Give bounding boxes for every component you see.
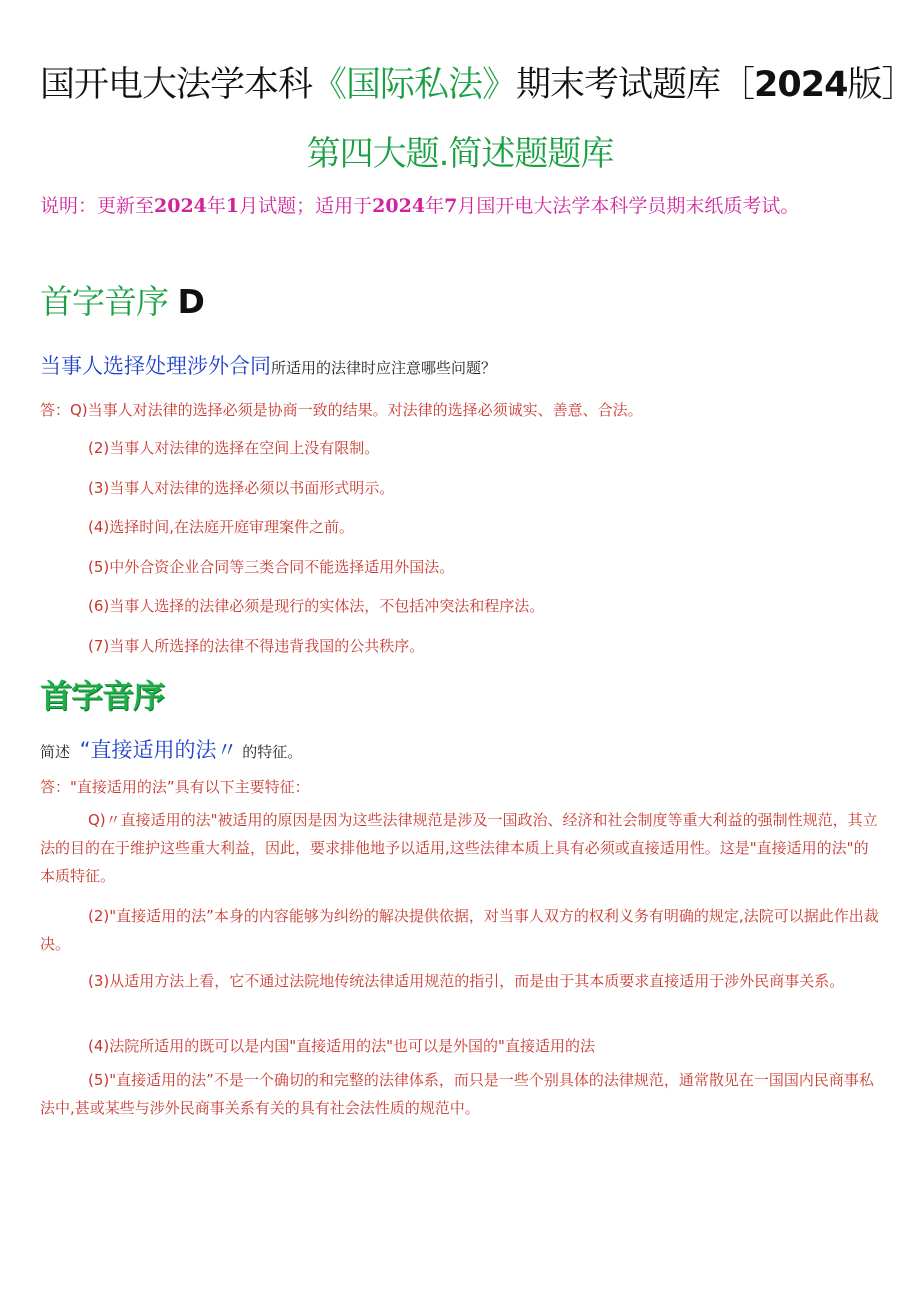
answer-2-paragraph: (4)法院所适用的既可以是内国"直接适用的法"也可以是外国的"直接适用的法 <box>88 1037 595 1055</box>
question-suffix: 的特征。 <box>242 743 303 761</box>
section-title: 第四大题.简述题题库 <box>306 134 614 174</box>
question-2 <box>40 734 302 768</box>
answer-1-item: (2)当事人对法律的选择在空间上没有限制。 <box>88 439 380 457</box>
title-part-3: 期末考试题库［ <box>516 65 755 105</box>
note-number: 2024 <box>372 195 426 217</box>
question-prefix: 简述 <box>40 743 71 761</box>
answer-2-intro: 答："直接适用的法”具有以下主要特征： <box>40 778 310 796</box>
heading-initial-d <box>40 280 204 324</box>
question-highlight: “直接适用的法〃 <box>79 738 238 762</box>
note-number: 2024 <box>154 195 207 217</box>
answer-1-item: (4)选择时间,在法庭开庭审理案件之前。 <box>88 518 355 536</box>
note-text: 月国开电大法学本科学员期末纸质考试。 <box>457 195 800 217</box>
question-1 <box>40 350 496 384</box>
heading-text: 首字音序 <box>40 282 168 321</box>
answer-2-paragraph: (3)从适用方法上看，它不通过法院地传统法律适用规范的指引，而是由于其本质要求直接适用于涉外民商事关系。 <box>88 972 845 990</box>
answer-1-first-line: 答：Q)当事人对法律的选择必须是协商一致的结果。对法律的选择必须诚实、善意、合法。 <box>40 401 643 419</box>
question-text: 所适用的法律时应注意哪些问题？ <box>271 359 497 377</box>
answer-2-paragraph: (2)"直接适用的法”本身的内容能够为纠纷的解决提供依据，对当事人双方的权利义务有明确的规定,法院可以据此作出裁决。 <box>40 907 879 953</box>
answer-2-paragraph: Q)〃直接适用的法"被适用的原因是因为这些法律规范是涉及一国政治、经济和社会制度等重大利益的强制性规范，其立法的目的在于维护这些重大利益，因此，要求排他地予以适用,这些法律本质上具有必须或直接适用性。这是"直接适用的法"的本质特征。 <box>40 811 878 885</box>
answer-1-item: (7)当事人所选择的法律不得违背我国的公共秩序。 <box>88 637 425 655</box>
heading-initial-2: 首字音序 <box>40 677 165 715</box>
answer-2-paragraph: (5)"直接适用的法”不是一个确切的和完整的法律体系，而只是一些个别具体的法律规范，通常散见在一国国内民商事私法中,甚或某些与涉外民商事关系有关的具有社会法性质的规范中。 <box>40 1071 874 1117</box>
title-part-1: 国开电大法学本科 <box>40 65 313 105</box>
note-text: 说明：更新至 <box>40 195 155 217</box>
title-part-5: 版］ <box>847 65 916 105</box>
heading-letter: D <box>177 282 204 321</box>
answer-1-item: (5)中外合资企业合同等三类合同不能选择适用外国法。 <box>88 558 455 576</box>
note-text: 月试题；适用于 <box>239 195 373 217</box>
document-title <box>40 62 916 108</box>
title-year: 2024 <box>754 65 848 105</box>
title-course-name: 《国际私法》 <box>312 65 517 105</box>
answer-1-item: (3)当事人对法律的选择必须以书面形式明示。 <box>88 479 395 497</box>
note-text: 年 <box>206 195 226 217</box>
note-text: 年 <box>425 195 445 217</box>
note-paragraph <box>40 190 885 222</box>
note-number: 7 <box>444 195 458 217</box>
answer-1-item: (6)当事人选择的法律必须是现行的实体法，不包括冲突法和程序法。 <box>88 597 545 615</box>
question-highlight: 当事人选择处理涉外合同 <box>40 354 271 378</box>
note-number: 1 <box>225 195 240 217</box>
